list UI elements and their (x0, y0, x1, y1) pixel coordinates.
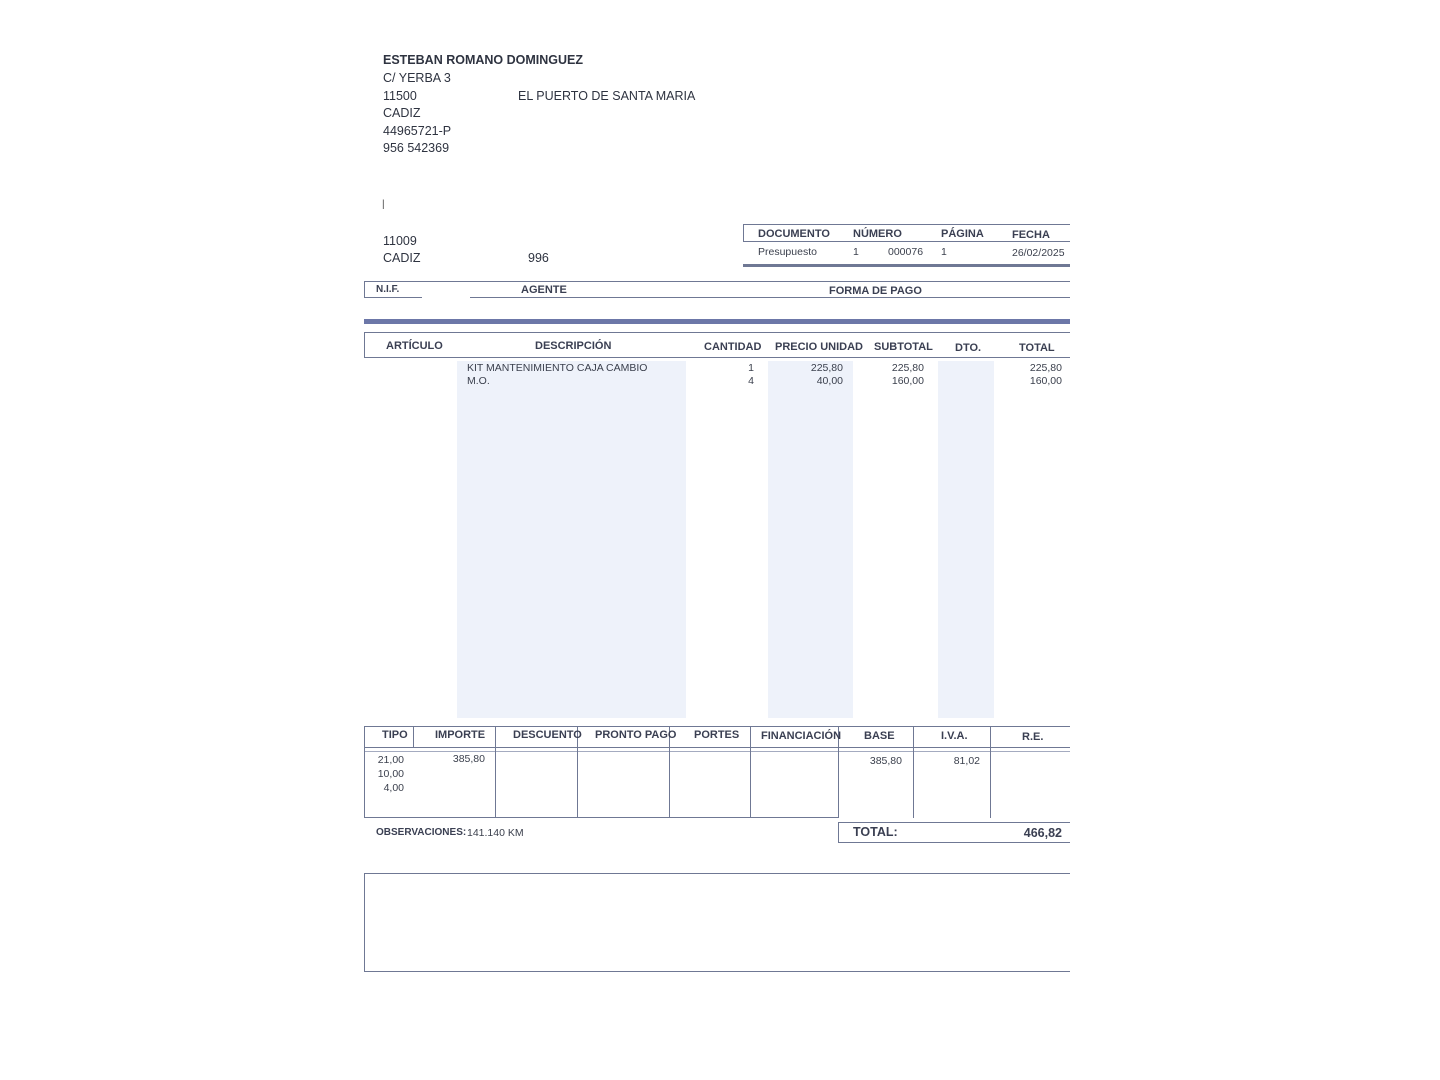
tax-header-tipo: TIPO (382, 729, 408, 741)
observaciones-text: 141.140 KM (467, 827, 524, 839)
doc-header-documento: DOCUMENTO (758, 228, 830, 240)
items-descripcion-col (467, 362, 647, 388)
issuer-city: EL PUERTO DE SANTA MARIA (518, 89, 696, 103)
tax-importe: 385,80 (452, 753, 485, 765)
issuer-address: C/ YERBA 3 (383, 71, 451, 85)
table-row-1-descripcion: KIT MANTENIMIENTO CAJA CAMBIO (467, 362, 648, 374)
tax-header-descuento: DESCUENTO (513, 729, 582, 741)
tax-header-iva: I.V.A. (941, 730, 968, 742)
nif-label: N.I.F. (376, 284, 400, 295)
items-precio-col (790, 362, 843, 388)
table-row-2-precio: 40,00 (816, 375, 843, 387)
agente-label: AGENTE (521, 284, 567, 296)
band-precio (768, 361, 853, 718)
doc-header-fecha: FECHA (1012, 229, 1050, 241)
table-row-2-subtotal: 160,00 (891, 375, 924, 387)
tax-header-re: R.E. (1022, 731, 1044, 743)
table-row-2-descripcion: M.O. (467, 375, 490, 387)
tax-tipo-1: 21,00 (377, 754, 404, 766)
doc-page: 1 (941, 246, 947, 258)
client-province: CADIZ (383, 251, 421, 265)
client-postal-code: 11009 (383, 234, 417, 248)
tax-header-pronto-pago: PRONTO PAGO (595, 729, 677, 741)
tax-tipos-col (370, 753, 404, 795)
issuer-phone: 956 542369 (383, 141, 450, 155)
issuer-nif: 44965721-P (383, 124, 452, 138)
header-dto: DTO. (955, 342, 982, 354)
doc-type: Presupuesto (758, 246, 817, 258)
items-total-col (1008, 362, 1062, 388)
doc-header-numero: NÚMERO (853, 228, 902, 240)
table-row-2-total: 160,00 (1029, 375, 1062, 387)
client-code: 996 (528, 251, 549, 265)
tax-header-financiacion: FINANCIACIÓN (761, 730, 842, 742)
tax-iva: 81,02 (953, 755, 980, 767)
issuer-province: CADIZ (383, 106, 421, 120)
doc-header-pagina: PÁGINA (941, 228, 984, 240)
items-subtotal-col (870, 362, 924, 388)
header-cantidad: CANTIDAD (704, 341, 762, 353)
tax-header-base: BASE (864, 730, 895, 742)
doc-date: 26/02/2025 (1012, 247, 1065, 259)
tax-tipo-3: 4,00 (383, 782, 404, 794)
band-dto (938, 361, 994, 718)
table-row-1-subtotal: 225,80 (891, 362, 924, 374)
client-name: l (382, 198, 385, 212)
total-value: 466,82 (1023, 826, 1062, 840)
tax-header-importe: IMPORTE (435, 729, 486, 741)
doc-serie: 1 (853, 246, 859, 258)
tax-header-portes: PORTES (694, 729, 740, 741)
issuer-name: ESTEBAN ROMANO DOMINGUEZ (383, 53, 583, 67)
table-row-1-total: 225,80 (1029, 362, 1062, 374)
band-descripcion (457, 361, 686, 718)
total-label: TOTAL: (853, 825, 898, 839)
table-row-2-cantidad: 4 (748, 375, 754, 387)
header-precio: PRECIO UNIDAD (775, 341, 864, 353)
forma-pago-label: FORMA DE PAGO (829, 285, 922, 297)
tax-base: 385,80 (869, 755, 902, 767)
table-row-1-precio: 225,80 (810, 362, 843, 374)
tax-tipo-2: 10,00 (377, 768, 404, 780)
doc-number: 000076 (888, 246, 924, 258)
issuer-postal-code: 11500 (383, 89, 417, 103)
separator-bar (364, 319, 1070, 324)
items-cantidad-col (724, 362, 754, 388)
header-total: TOTAL (1019, 342, 1055, 354)
header-subtotal: SUBTOTAL (874, 341, 933, 353)
observaciones-label: OBSERVACIONES: (376, 827, 467, 838)
header-articulo: ARTÍCULO (386, 340, 443, 352)
header-descripcion: DESCRIPCIÓN (535, 340, 612, 352)
table-row-1-cantidad: 1 (748, 362, 754, 374)
